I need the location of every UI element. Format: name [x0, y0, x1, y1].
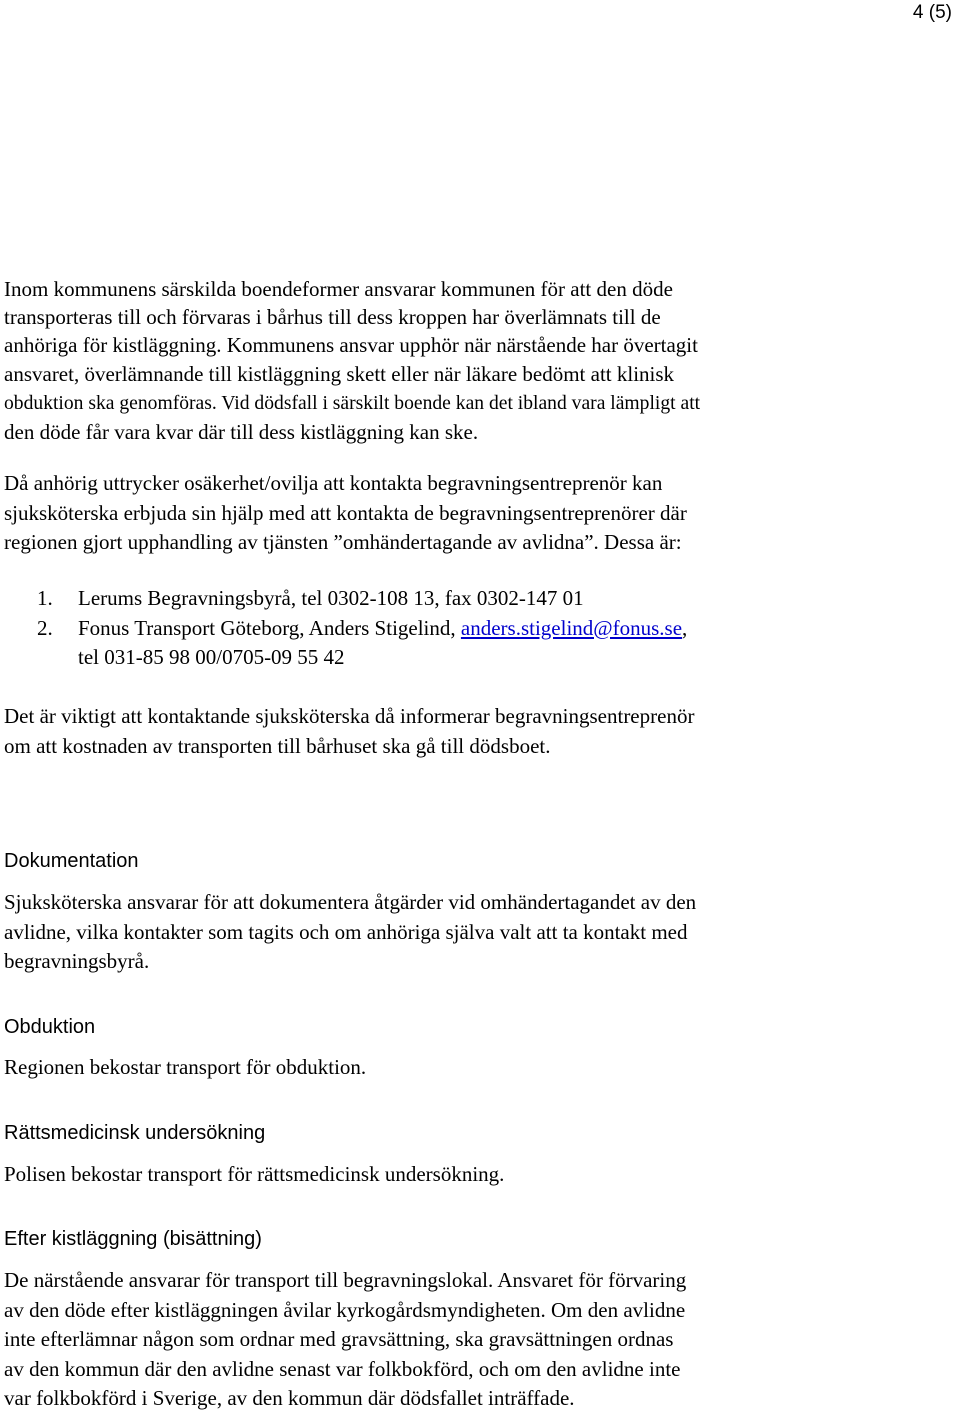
efter-kistlaggning-line: var folkbokförd i Sverige, av den kommun där dödsfallet inträffade. — [4, 1386, 575, 1410]
dokumentation-paragraph — [4, 888, 949, 977]
efter-kistlaggning-line: av den döde efter kistläggningen åvilar kyrkogårdsmyndigheten. Om den avlidne — [4, 1297, 686, 1322]
cost-line: om att kostnaden av transporten till bårhuset ska gå till dödsboet. — [4, 733, 551, 758]
section-heading-rattsmedicinsk: Rättsmedicinsk undersökning — [4, 1122, 266, 1144]
contact-paragraph — [4, 469, 949, 558]
intro-line: den döde får vara kvar där till dess kistläggning kan ske. — [4, 420, 479, 445]
list-item-number: 1. — [37, 586, 53, 610]
contact-line: regionen gjort upphandling av tjänsten ”omhändertagande av avlidna”. Dessa är: — [4, 530, 682, 554]
section-heading-dokumentation: Dokumentation — [4, 850, 139, 872]
page-number: 4 (5) — [912, 2, 952, 23]
intro-line: anhöriga för kistläggning. Kommunens ansvar upphör när närstående har övertagit — [4, 333, 698, 358]
list-item — [4, 584, 949, 614]
intro-line: Inom kommunens särskilda boendeformer ansvarar kommunen för att den döde — [4, 277, 673, 301]
intro-line: obduktion ska genomföras. Vid dödsfall i särskilt boende kan det ibland vara lämpligt att — [4, 392, 701, 414]
dokumentation-line: begravningsbyrå. — [4, 949, 150, 973]
obduktion-paragraph — [4, 1053, 949, 1083]
list-item-phone: tel 031-85 98 00/0705-09 55 42 — [78, 645, 345, 669]
intro-line: ansvaret, överlämnande till kistläggning skett eller när läkare bedömt att klinisk — [4, 361, 675, 386]
cost-line: Det är viktigt att kontaktande sjuksköterska då informerar begravningsentreprenör — [4, 704, 695, 728]
dokumentation-line: avlidne, vilka kontakter som tagits och om anhöriga själva valt att ta kontakt med — [4, 919, 688, 944]
obduktion-line: Regionen bekostar transport för obduktion. — [4, 1055, 367, 1079]
cost-paragraph — [4, 702, 949, 761]
list-item-text: Fonus Transport Göteborg, Anders Stigelind, — [78, 615, 461, 640]
section-heading-efter-kistlaggning: Efter kistläggning (bisättning) — [4, 1228, 262, 1250]
efter-kistlaggning-line: inte efterlämnar någon som ordnar med gravsättning, ska gravsättningen ordnas — [4, 1327, 674, 1351]
intro-paragraph — [4, 275, 844, 446]
email-link[interactable]: anders.stigelind@fonus.se — [460, 615, 683, 640]
intro-line: transporteras till och förvaras i bårhus till dess kroppen har överlämnats till de — [4, 305, 661, 330]
dokumentation-line: Sjuksköterska ansvarar för att dokumentera åtgärder vid omhändertagandet av den — [4, 890, 697, 914]
rattsmedicinsk-line: Polisen bekostar transport för rättsmedicinsk undersökning. — [4, 1162, 505, 1186]
list-item — [4, 614, 949, 673]
rattsmedicinsk-paragraph — [4, 1160, 949, 1190]
contact-line: sjuksköterska erbjuda sin hjälp med att kontakta de begravningsentreprenörer där — [4, 500, 687, 525]
section-heading-obduktion: Obduktion — [4, 1016, 96, 1038]
list-item-punctuation: , — [682, 615, 688, 640]
list-item-text: Lerums Begravningsbyrå, tel 0302-108 13, fax 0302-147 01 — [78, 586, 584, 610]
provider-list — [4, 584, 949, 673]
contact-line: Då anhörig uttrycker osäkerhet/ovilja att kontakta begravningsentreprenör kan — [4, 471, 663, 495]
efter-kistlaggning-line: av den kommun där den avlidne senast var folkbokförd, och om den avlidne inte — [4, 1356, 681, 1381]
list-item-number: 2. — [37, 615, 53, 640]
efter-kistlaggning-line: De närstående ansvarar för transport till begravningslokal. Ansvaret för förvaring — [4, 1268, 687, 1292]
efter-kistlaggning-paragraph — [4, 1266, 949, 1414]
